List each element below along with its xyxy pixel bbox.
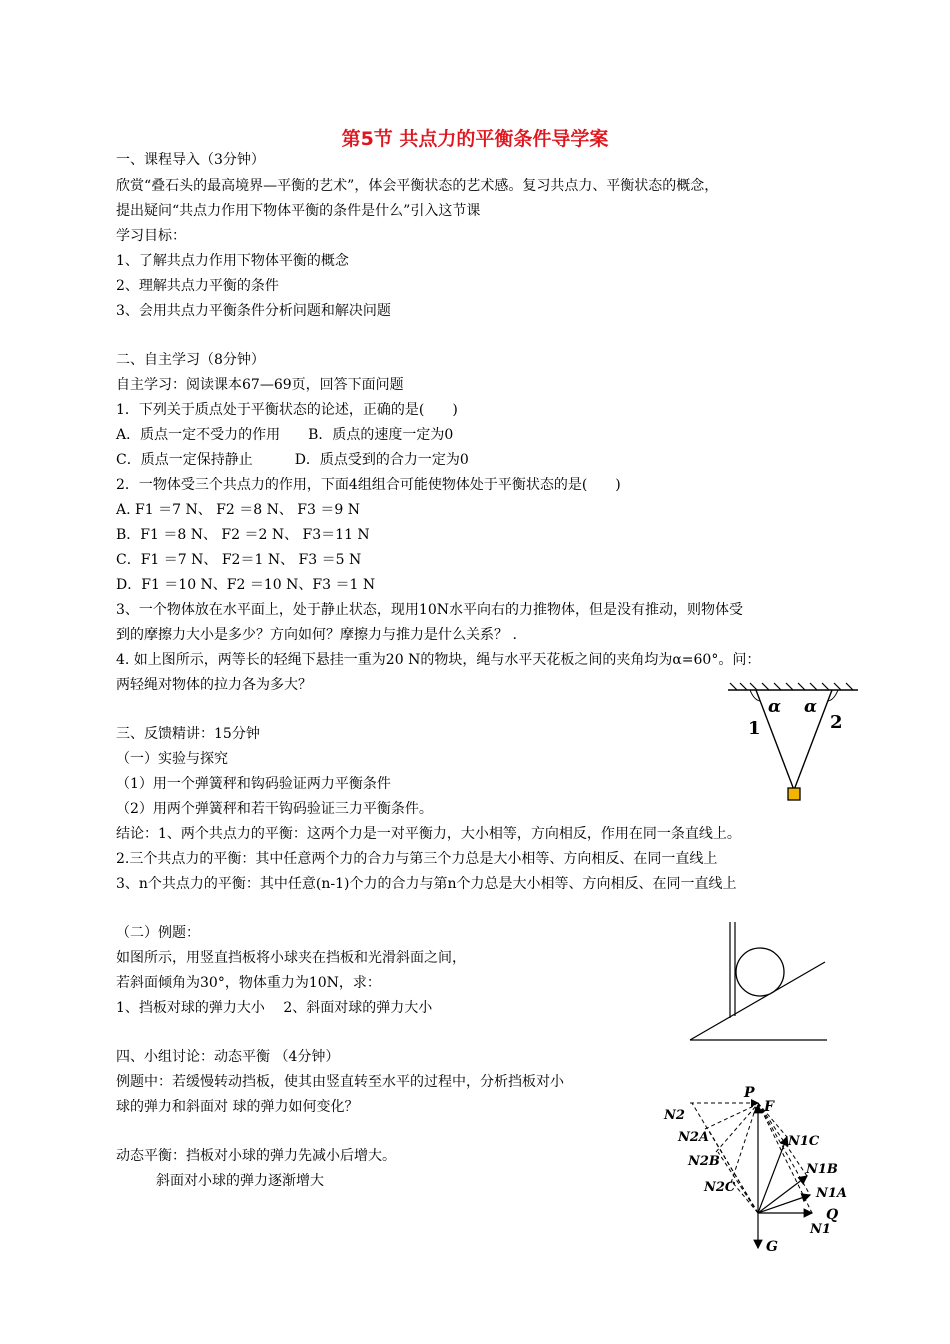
option: C．质点一定保持静止 D．质点受到的合力一定为0 — [116, 452, 469, 468]
option: C．F1 ＝7 N、 F2＝1 N、 F3 ＝5 N — [116, 552, 362, 568]
label-n2a: N2A — [678, 1130, 710, 1145]
question: 2．一物体受三个共点力的作用，下面4组组合可能使物体处于平衡状态的是( ) — [116, 477, 621, 493]
rope-2-label: 2 — [830, 712, 843, 733]
text-line: 例题中：若缓慢转动挡板，使其由竖直转至水平的过程中，分析挡板对小 — [116, 1074, 564, 1090]
label-n1: N1 — [810, 1222, 831, 1237]
label-f: F — [764, 1099, 774, 1115]
label-n2b: N2B — [688, 1154, 720, 1169]
text-line: 1、了解共点力作用下物体平衡的概念 — [116, 253, 349, 269]
label-n2c: N2C — [704, 1180, 736, 1195]
text-line: （二）例题： — [116, 925, 200, 941]
incline-ball-diagram — [685, 918, 835, 1044]
label-n2: N2 — [664, 1108, 685, 1123]
text-line: 2、理解共点力平衡的条件 — [116, 278, 279, 294]
text-line: 自主学习：阅读课本67—69页，回答下面问题 — [116, 377, 404, 393]
option: A．质点一定不受力的作用 B．质点的速度一定为0 — [116, 427, 454, 443]
text-line: 斜面对小球的弹力逐渐增大 — [156, 1173, 324, 1189]
question: 3、一个物体放在水平面上，处于静止状态，现用10N水平向右的力推物体，但是没有推动，则物体受 — [116, 602, 743, 618]
section-heading: 一、课程导入（3分钟） — [116, 152, 265, 168]
alpha-left-label: α — [768, 697, 782, 717]
force-diagram — [660, 1083, 860, 1255]
label-n1b: N1B — [806, 1162, 838, 1177]
page-title: 第5节 共点力的平衡条件导学案 — [341, 128, 609, 150]
rope-diagram — [724, 680, 864, 805]
label-g: G — [766, 1239, 778, 1255]
question: 1．下列关于质点处于平衡状态的论述，正确的是( ) — [116, 402, 458, 418]
rope-1-label: 1 — [748, 718, 761, 739]
text-line: 1、挡板对球的弹力大小 2、斜面对球的弹力大小 — [116, 1000, 433, 1016]
text-line: 欣赏“叠石头的最高境界—平衡的艺术”，体会平衡状态的艺术感。复习共点力、平衡状态的概念， — [116, 178, 719, 194]
text-line: 3、会用共点力平衡条件分析问题和解决问题 — [116, 303, 391, 319]
text-line: 动态平衡：挡板对小球的弹力先减小后增大。 — [116, 1148, 396, 1164]
text-line: （1）用一个弹簧秤和钩码验证两力平衡条件 — [116, 776, 391, 792]
option: A. F1 ＝7 N、 F2 ＝8 N、 F3 ＝9 N — [116, 502, 360, 518]
label-n1a: N1A — [816, 1186, 848, 1201]
section-heading: 三、反馈精讲：15分钟 — [116, 726, 260, 742]
text-line: 球的弹力和斜面对 球的弹力如何变化？ — [116, 1099, 359, 1115]
text-line: 若斜面倾角为30°，物体重力为10N，求： — [116, 975, 381, 991]
label-p: P — [744, 1085, 755, 1101]
alpha-right-label: α — [804, 697, 818, 717]
text-line: 2.三个共点力的平衡：其中任意两个力的合力与第三个力总是大小相等、方向相反、在同一直线上 — [116, 851, 718, 867]
question: 4. 如上图所示，两等长的轻绳下悬挂一重为20 N的物块，绳与水平天花板之间的夹角均为α=60°。问： — [116, 652, 761, 668]
text-line: 3、n个共点力的平衡：其中任意(n-1)个力的合力与第n个力总是大小相等、方向相反、在同一直线上 — [116, 876, 737, 892]
option: B．F1 ＝8 N、 F2 ＝2 N、 F3＝11 N — [116, 527, 370, 543]
text-line: 如图所示，用竖直挡板将小球夹在挡板和光滑斜面之间， — [116, 950, 466, 966]
text-line: 提出疑问“共点力作用下物体平衡的条件是什么”引入这节课 — [116, 203, 481, 219]
ball — [736, 948, 784, 996]
text-line: 两轻绳对物体的拉力各为多大？ — [116, 677, 312, 693]
text-line: 学习目标： — [116, 228, 186, 244]
section-heading: 二、自主学习（8分钟） — [116, 352, 265, 368]
label-n1c: N1C — [788, 1134, 820, 1149]
option: D．F1 ＝10 N、F2 ＝10 N、F3 ＝1 N — [116, 577, 376, 593]
text-line: （2）用两个弹簧秤和若干钩码验证三力平衡条件。 — [116, 801, 433, 817]
hanging-block — [788, 788, 800, 800]
text-line: 结论：1、两个共点力的平衡：这两个力是一对平衡力，大小相等，方向相反，作用在同一条直线上。 — [116, 826, 741, 842]
text-line: （一）实验与探究 — [116, 751, 228, 767]
text-line: 到的摩擦力大小是多少？方向如何？摩擦力与推力是什么关系？ . — [116, 627, 517, 643]
label-q: Q — [826, 1207, 839, 1223]
section-heading: 四、小组讨论：动态平衡 （4分钟） — [116, 1049, 340, 1065]
